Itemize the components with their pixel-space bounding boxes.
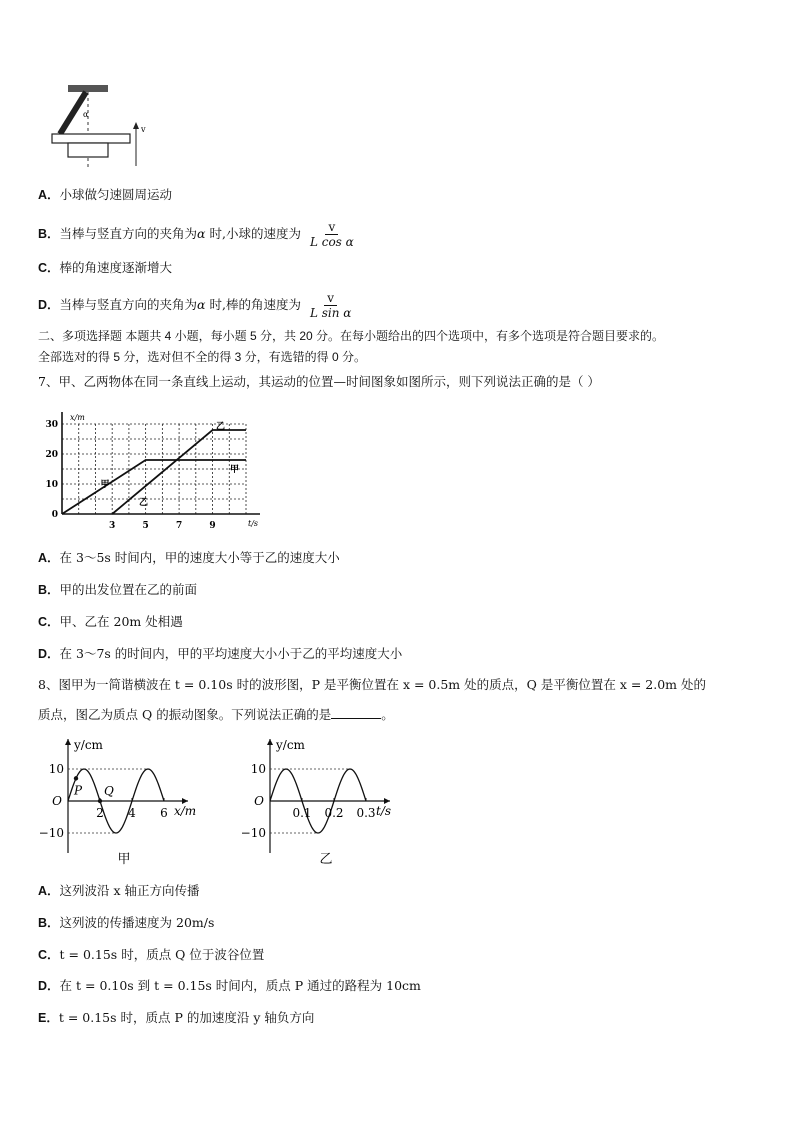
section-2-line-2: 全部选对的得 5 分，选对但不全的得 3 分，有选错的得 0 分。 — [38, 350, 367, 364]
y-axis-label: y/cm — [276, 738, 305, 752]
origin-label: O — [254, 794, 264, 808]
y-tick-label: 0 — [51, 510, 58, 520]
point-q — [98, 799, 102, 803]
x-tick-label: 6 — [160, 806, 168, 820]
x-tick-label: 5 — [142, 521, 149, 531]
series-end-label-yi: 乙 — [216, 422, 226, 432]
y-axis-label: x/m — [70, 413, 85, 422]
q6-option-d[interactable]: D．当棒与竖直方向的夹角为α 时,棒的角速度为 $\frac{v}{\text{L sin α}}$ — [38, 289, 356, 321]
q7-option-a[interactable]: A．在 3～5s 时间内，甲的速度大小等于乙的速度大小 — [38, 550, 340, 565]
q7-stem: 7、甲、乙两物体在同一条直线上运动，其运动的位置—时间图象如图所示，则下列说法正确的是（ ） — [38, 374, 600, 389]
y-tick-label: −10 — [38, 826, 64, 840]
series-end-label-jia: 甲 — [230, 465, 240, 475]
ceiling-hatch — [68, 85, 108, 92]
y-tick-label: 30 — [45, 420, 58, 430]
x-tick-label: 4 — [128, 806, 136, 820]
y-axis-arrow — [267, 739, 273, 745]
x-tick-label: 0.1 — [292, 806, 312, 820]
y-tick-label: −10 — [240, 826, 266, 840]
x-tick-label: 7 — [175, 521, 183, 531]
x-axis-label: t/s — [248, 519, 259, 528]
q7-position-time-chart — [40, 410, 266, 538]
y-tick-label: 10 — [45, 480, 58, 490]
y-axis-label: y/cm — [74, 738, 103, 752]
velocity-arrow — [133, 122, 139, 129]
q7-option-c[interactable]: C．甲、乙在 20m 处相遇 — [38, 614, 183, 629]
x-axis-label: x/m — [174, 804, 197, 818]
origin-label: O — [52, 794, 62, 808]
v-label: v — [141, 125, 146, 134]
y-axis-arrow — [65, 739, 71, 745]
series-label-yi: 乙 — [138, 498, 148, 508]
y-tick-label: 20 — [45, 450, 58, 460]
q8-stem-line-1: 8、图甲为一简谐横波在 t = 0.10s 时的波形图，P 是平衡位置在 x = 0.5m 处的质点，Q 是平衡位置在 x = 2.0m 处的 — [38, 677, 706, 692]
y-tick-label: 10 — [48, 762, 64, 776]
x-tick-label: 3 — [109, 521, 116, 531]
section-2-line-1: 二、多项选择题 本题共 4 小题，每小题 5 分，共 20 分。在每小题给出的四个选项中，有多个选项是符合题目要求的。 — [38, 329, 665, 343]
q8-option-c[interactable]: C．t = 0.15s 时，质点 Q 位于波谷位置 — [38, 947, 265, 962]
platform-top — [52, 134, 130, 143]
alpha-label: α — [83, 110, 89, 119]
q8-option-e[interactable]: E．t = 0.15s 时，质点 P 的加速度沿 y 轴负方向 — [38, 1010, 315, 1025]
x-tick-label: 0.2 — [324, 806, 344, 820]
chart-caption: 甲 — [117, 852, 131, 867]
q6-option-b[interactable]: B．当棒与竖直方向的夹角为α 时,小球的速度为 $\frac{v}{\text{L cos α}}$ — [38, 218, 359, 250]
series-label-jia: 甲 — [100, 480, 110, 490]
chart-caption: 乙 — [319, 852, 333, 867]
q7-option-d[interactable]: D．在 3～7s 的时间内，甲的平均速度大小小于乙的平均速度大小 — [38, 646, 403, 661]
q8-option-a[interactable]: A．这列波沿 x 轴正方向传播 — [38, 883, 200, 898]
q8-wave-chart — [34, 733, 212, 871]
q7-option-b[interactable]: B．甲的出发位置在乙的前面 — [38, 582, 198, 597]
answer-blank[interactable] — [331, 706, 381, 719]
point-q-label: Q — [104, 784, 114, 798]
y-tick-label: 10 — [250, 762, 266, 776]
point-p — [74, 776, 78, 780]
q8-stem-line-2: 质点，图乙为质点 Q 的振动图象。下列说法正确的是 。 — [38, 707, 394, 722]
q6-option-c[interactable]: C．棒的角速度逐渐增大 — [38, 260, 173, 275]
platform-base — [68, 143, 108, 157]
q6-b-fraction: $\frac{v}{\text{L cos α}}$ — [309, 220, 354, 249]
q6-d-fraction: $\frac{v}{\text{L sin α}}$ — [309, 291, 352, 320]
point-p-label: P — [74, 783, 83, 798]
x-tick-label: 2 — [96, 806, 104, 820]
x-tick-label: 0.3 — [356, 806, 376, 820]
q8-vibration-chart — [236, 733, 414, 871]
q8-option-b[interactable]: B．这列波的传播速度为 20m/s — [38, 915, 215, 930]
x-tick-label: 9 — [209, 521, 216, 531]
rod-figure — [40, 84, 160, 170]
q6-option-a[interactable]: A．小球做匀速圆周运动 — [38, 187, 173, 202]
q8-option-d[interactable]: D．在 t = 0.10s 到 t = 0.15s 时间内，质点 P 通过的路程为 10cm — [38, 978, 421, 993]
series-line-jia — [62, 460, 246, 514]
x-axis-label: t/s — [376, 804, 392, 818]
